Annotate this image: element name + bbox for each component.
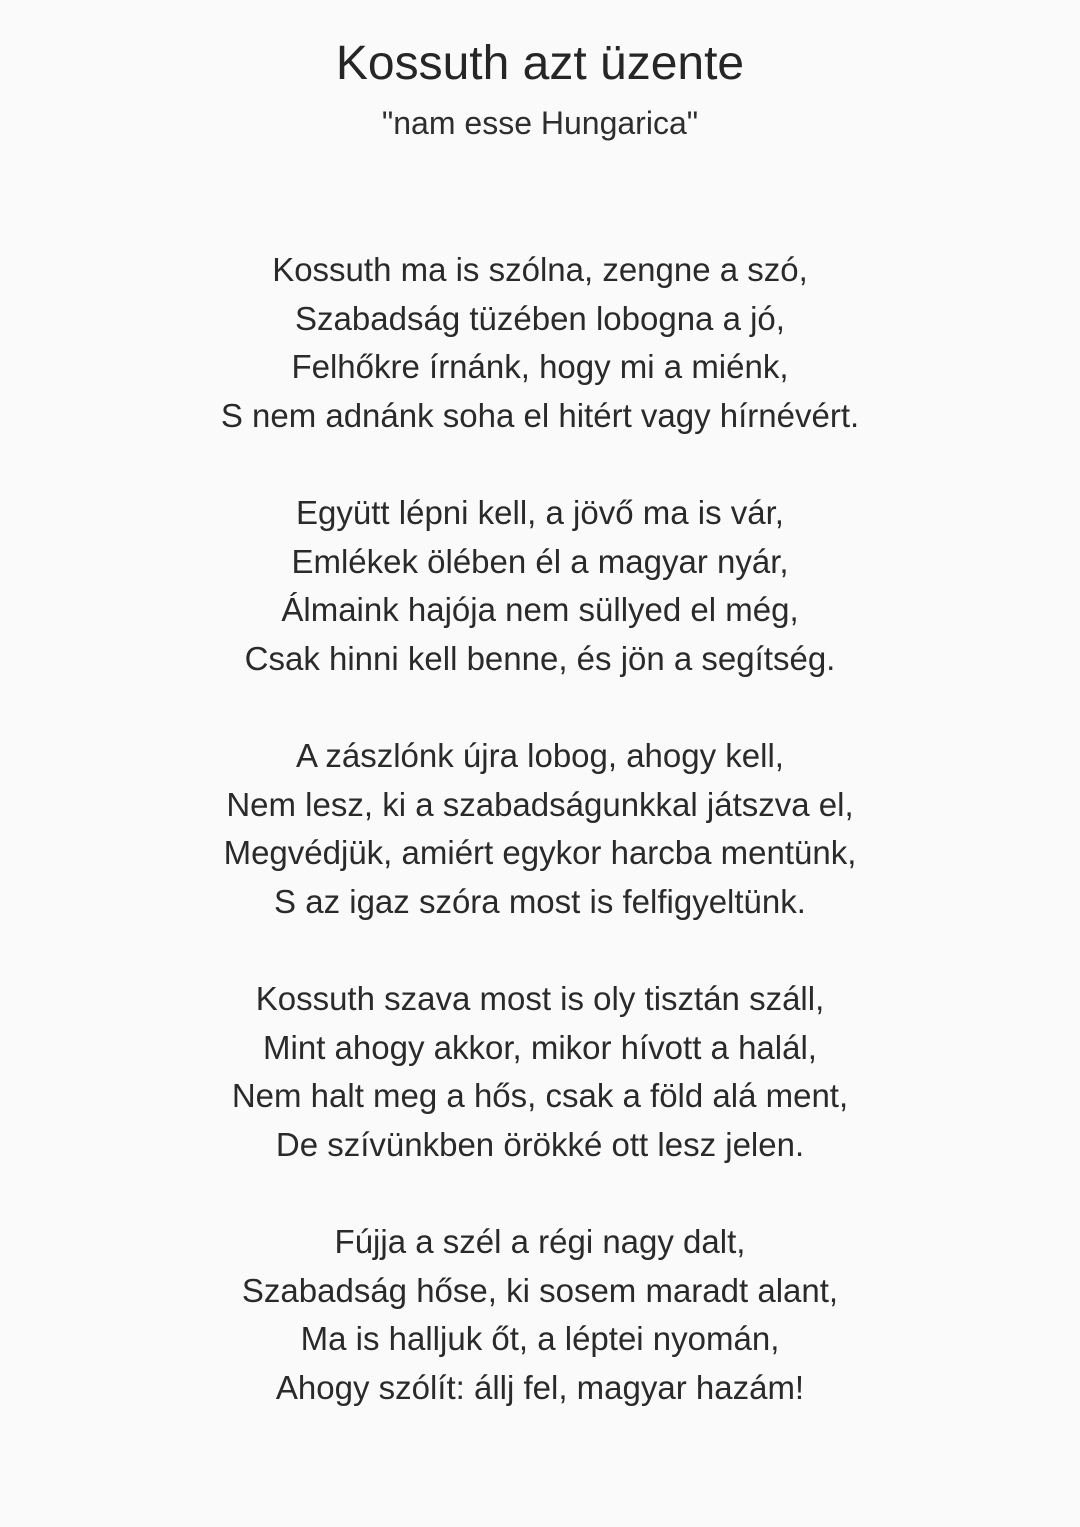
- poem-body: [0, 246, 1080, 1461]
- poem-line: De szívünkben örökké ott lesz jelen.: [275, 1125, 805, 1163]
- poem-line: Kossuth ma is szólna, zengne a szó,: [272, 251, 808, 288]
- poem-line: Nem halt meg a hős, csak a föld alá ment,: [231, 1077, 849, 1114]
- stanza: [0, 246, 1080, 440]
- poem-line: Felhőkre írnánk, hogy mi a miénk,: [291, 348, 789, 385]
- stanza: [0, 975, 1080, 1169]
- poem-line: S az igaz szóra most is felfigyeltünk.: [274, 882, 806, 920]
- poem-line: Mint ahogy akkor, mikor hívott a halál,: [263, 1028, 817, 1066]
- poem-line: Szabadság hőse, ki sosem maradt alant,: [241, 1271, 839, 1309]
- poem-line: Együtt lépni kell, a jövő ma is vár,: [296, 494, 784, 531]
- poem-line: Fújja a szél a régi nagy dalt,: [334, 1223, 746, 1260]
- poem-line: Csak hinni kell benne, és jön a segítség.: [244, 639, 836, 677]
- poem-line: Kossuth szava most is oly tisztán száll,: [255, 980, 825, 1017]
- poem-line: S nem adnánk soha el hitért vagy hírnévért.: [220, 396, 860, 434]
- poem-line: Emlékek ölében él a magyar nyár,: [291, 542, 789, 580]
- poem-title: Kossuth azt üzente: [335, 37, 745, 90]
- poem-line: Ahogy szólít: állj fel, magyar hazám!: [275, 1368, 805, 1406]
- stanza: [0, 732, 1080, 926]
- poem-line: Szabadság tüzében lobogna a jó,: [295, 299, 785, 337]
- stanza: [0, 1218, 1080, 1412]
- poem-line: Nem lesz, ki a szabadságunkkal játszva el,: [226, 785, 854, 823]
- stanza: [0, 489, 1080, 683]
- poem-line: A zászlónk újra lobog, ahogy kell,: [296, 737, 784, 774]
- poem-line: Megvédjük, amiért egykor harcba mentünk,: [223, 834, 857, 871]
- poem-subtitle: "nam esse Hungarica": [381, 105, 699, 141]
- poem-line: Álmaink hajója nem süllyed el még,: [281, 591, 799, 628]
- poem-line: Ma is halljuk őt, a léptei nyomán,: [300, 1320, 780, 1357]
